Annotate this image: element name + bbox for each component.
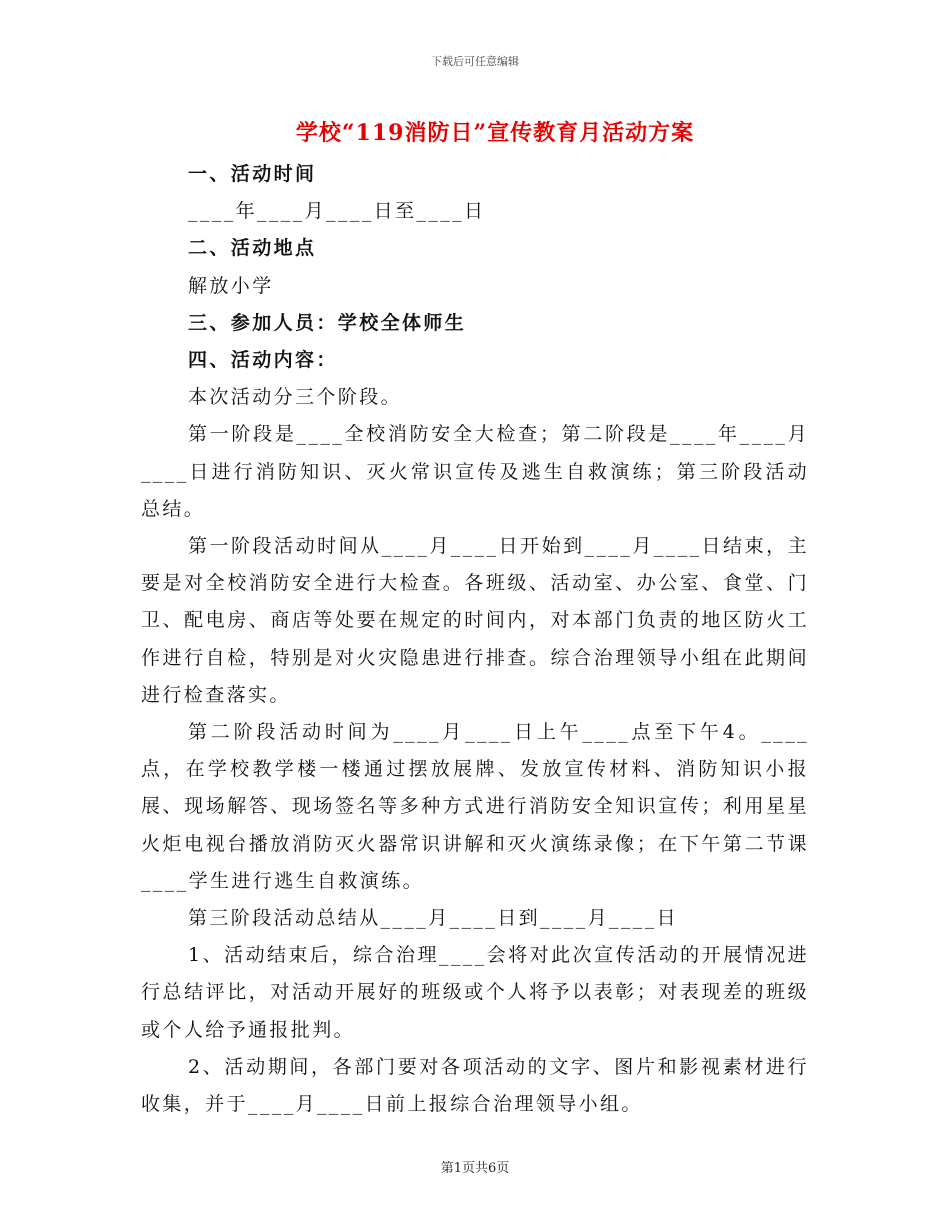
paragraph-stages-overview: 第一阶段是____全校消防安全大检查；第二阶段是____年____月____日进行消防知识、灭火常识宣传及逃生自救演练；第三阶段活动总结。 — [141, 423, 809, 520]
section-body-location: 解放小学 — [188, 274, 274, 297]
page-footer: 第1页共6页 — [440, 1161, 510, 1176]
section-heading-time: 一、活动时间 — [188, 163, 317, 185]
section-intro-content: 本次活动分三个阶段。 — [188, 386, 403, 409]
document-body — [141, 156, 809, 1123]
page-title: 学校“119消防日”宣传教育月活动方案 — [295, 120, 695, 146]
section-body-time: ____年____月____日至____日 — [188, 200, 486, 223]
section-heading-location: 二、活动地点 — [188, 237, 317, 260]
paragraph-item-one: 1、活动结束后，综合治理____会将对此次宣传活动的开展情况进行总结评比，对活动开展好的班级或个人将予以表彰；对表现差的班级或个人给予通报批判。 — [141, 944, 809, 1041]
section-heading-participants: 三、参加人员：学校全体师生 — [188, 311, 467, 334]
paragraph-stage-one: 第一阶段活动时间从____月____日开始到____月____日结束，主要是对全校消防安全进行大检查。各班级、活动室、办公室、食堂、门卫、配电房、商店等处要在规定的时间内，对本部门负责的地区防火工作进行自检，特别是对火灾隐患进行排查。综合治理领导小组在此期间进行检查落实。 — [141, 535, 809, 706]
header-note: 下载后可任意编辑 — [431, 55, 519, 68]
paragraph-item-two: 2、活动期间，各部门要对各项活动的文字、图片和影视素材进行收集，并于____月____日前上报综合治理领导小组。 — [141, 1055, 809, 1116]
paragraph-stage-three: 第三阶段活动总结从____月____日到____月____日 — [188, 907, 679, 930]
paragraph-stage-two: 第二阶段活动时间为____月____日上午____点至下午4。____点，在学校教学楼一楼通过摆放展牌、发放宣传材料、消防知识小报展、现场解答、现场签名等多种方式进行消防安全知识宣传；利用星星火炬电视台播放消防灭火器常识讲解和灭火演练录像；在下午第二节课____学生进行逃生自救演练。 — [141, 721, 809, 892]
section-heading-content: 四、活动内容： — [188, 349, 338, 372]
